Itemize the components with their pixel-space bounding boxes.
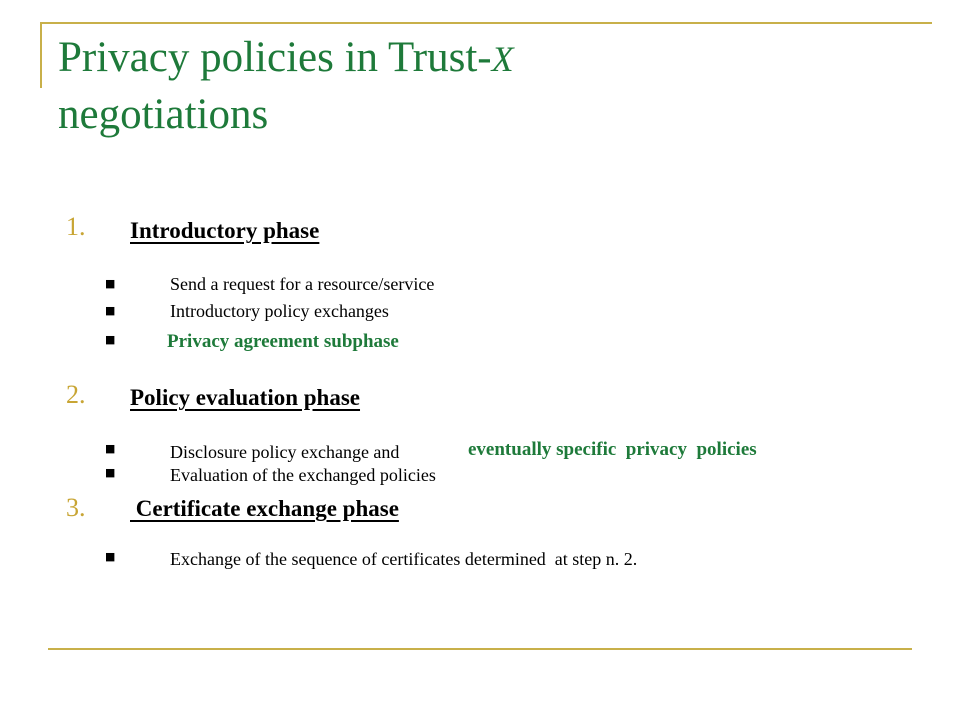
phase-3-heading: Certificate exchange phase [130,496,399,521]
phase-2-highlight: eventually specific privacy policies [468,439,757,460]
phase-1-item-2: Introductory policy exchanges [170,301,389,321]
slide-title [58,30,898,143]
title-main: Privacy policies in Trust- [58,34,492,81]
phase-2-item-2: Evaluation of the exchanged policies [170,465,436,485]
phase-1-heading: Introductory phase [130,218,320,243]
phase-3-item-1: Exchange of the sequence of certificates determined at step n. 2. [170,549,638,569]
phase-2-number: 2. [66,380,86,409]
phase-1-highlight: Privacy agreement subphase [167,331,399,352]
bottom-rule [48,648,912,650]
top-horizontal-rule [40,22,932,24]
bullet-icon [105,304,115,317]
phase-1-number: 1. [66,212,86,241]
bullet-icon [105,277,115,290]
title-x: X [491,39,514,79]
bullet-icon [105,442,115,455]
bullet-icon [105,333,115,346]
phase-2-heading: Policy evaluation phase [130,385,361,410]
bullet-icon [105,550,115,563]
phase-2-item-1: Disclosure policy exchange and [170,442,400,462]
top-vertical-rule [40,22,42,88]
phase-1-item-1: Send a request for a resource/service [170,274,435,294]
phase-3-number: 3. [66,493,86,522]
title-line2: negotiations [58,91,269,138]
bullet-icon [105,466,115,479]
